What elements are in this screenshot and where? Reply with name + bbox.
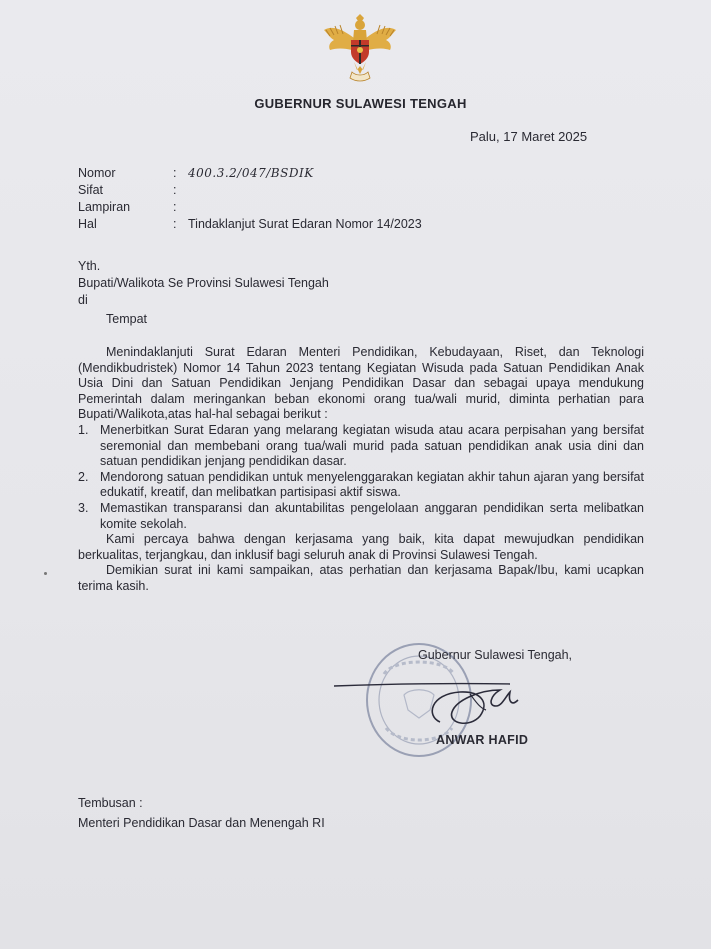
signatory-name: ANWAR HAFID bbox=[436, 733, 529, 747]
list-text: Memastikan transparansi dan akuntabilitas pengelolaan anggaran pendidikan serta melibatkan komite sekolah. bbox=[100, 500, 644, 531]
nomor-value: 400.3.2/047/BSDIK bbox=[188, 166, 314, 180]
list-text: Menerbitkan Surat Edaran yang melarang kegiatan wisuda atau acara perpisahan yang bersifat seremonial dan membebani orang tua/wali murid pada satuan pendidikan anak usia dini dan satuan pendidikan jenjang pendidikan dasar. bbox=[100, 422, 644, 469]
tempat: Tempat bbox=[106, 312, 147, 326]
letter-date: Palu, 17 Maret 2025 bbox=[470, 129, 588, 144]
handwritten-signature-icon bbox=[330, 672, 540, 732]
colon: : bbox=[173, 217, 177, 231]
colon: : bbox=[173, 166, 177, 180]
list-number: 2. bbox=[78, 469, 89, 484]
letter-body bbox=[78, 345, 644, 595]
nomor-label: Nomor bbox=[78, 166, 116, 180]
list-number: 1. bbox=[78, 422, 89, 437]
signatory-title: Gubernur Sulawesi Tengah, bbox=[418, 648, 573, 662]
instruction-list bbox=[78, 423, 644, 532]
yth: Yth. bbox=[78, 259, 101, 273]
garuda-emblem-icon bbox=[318, 12, 402, 92]
colon: : bbox=[173, 200, 177, 214]
list-item bbox=[78, 470, 644, 501]
sifat-label: Sifat bbox=[78, 183, 104, 197]
tembusan-label: Tembusan : bbox=[78, 796, 143, 810]
list-number: 3. bbox=[78, 500, 89, 515]
speck bbox=[44, 572, 47, 575]
tembusan-block bbox=[78, 793, 325, 833]
recipient: Bupati/Walikota Se Provinsi Sulawesi Tengah bbox=[78, 276, 329, 290]
hal-label: Hal bbox=[78, 217, 97, 231]
colon: : bbox=[173, 183, 177, 197]
lampiran-label: Lampiran bbox=[78, 200, 131, 214]
list-item bbox=[78, 501, 644, 532]
hal-value: Tindaklanjut Surat Edaran Nomor 14/2023 bbox=[188, 217, 422, 231]
second-paragraph: Kami percaya bahwa dengan kerjasama yang baik, kita dapat mewujudkan pendidikan berkualitas, terjangkau, dan inklusif bagi seluruh anak di Provinsi Sulawesi Tengah. bbox=[78, 532, 644, 562]
list-text: Mendorong satuan pendidikan untuk menyelenggarakan kegiatan akhir tahun ajaran yang bersifat edukatif, kreatif, dan melibatkan partisipasi aktif siswa. bbox=[100, 469, 644, 500]
closing-paragraph: Demikian surat ini kami sampaikan, atas perhatian dan kerjasama Bapak/Ibu, kami ucapkan terima kasih. bbox=[78, 563, 644, 593]
addressee-block bbox=[78, 258, 329, 328]
tembusan-recipient: Menteri Pendidikan Dasar dan Menengah RI bbox=[78, 816, 325, 830]
list-item bbox=[78, 423, 644, 470]
letterhead-title: GUBERNUR SULAWESI TENGAH bbox=[254, 96, 467, 111]
intro-paragraph: Menindaklanjuti Surat Edaran Menteri Pendidikan, Kebudayaan, Riset, dan Teknologi (Mendikbudristek) Nomor 14 Tahun 2023 tentang Kegiatan Wisuda pada Satuan Pendidikan Anak Usia Dini dan Satuan Pendidikan Jenjang Pendidikan Dasar dan sebagai upaya mendukung Pemerintah dalam meringankan beban ekonomi orang tua/wali murid, diminta perhatian para Bupati/Walikota,atas hal-hal sebagai berikut : bbox=[78, 345, 644, 422]
di: di bbox=[78, 293, 88, 307]
